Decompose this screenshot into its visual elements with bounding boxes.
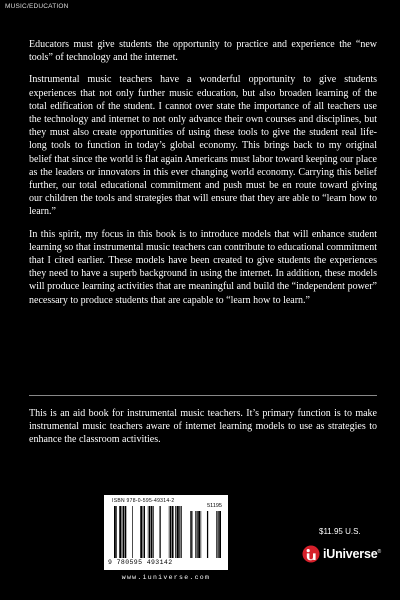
paragraph: Instrumental music teachers have a wonderful opportunity to give students experiences that not only further music education, but also broaden learning of the total edification of the student. I cannot over state the importance of all teachers use the technology and internet to not only advance their own courses and disciplines, but they must also create opportunities of using these tools to give the student real life-long tools to function in today’s global economy. This brings back to my original belief that since the world is flat again Americans must labor toward keeping our place as the leaders or innovators in this ever changing world economy. Carrying this belief further, our total educational commitment and push must be en route toward giving our children the tools and strategies that will ensure that they are able to “learn how to learn.” (29, 74, 377, 218)
section-divider (29, 395, 377, 396)
paragraph: Educators must give students the opportunity to practice and experience the “new tools” of technology and the internet. (29, 39, 377, 64)
isbn-barcode (104, 495, 228, 570)
iuniverse-logo-icon (302, 545, 320, 563)
back-cover-text (29, 38, 377, 316)
barcode-number: 9 780595 493142 (108, 559, 173, 566)
category-label: MUSIC/EDUCATION (5, 3, 69, 10)
book-summary: This is an aid book for instrumental music teachers. It’s primary function is to make instrumental music teachers aware of internet learning models to use as strategies to enhance the classroom activities. (29, 408, 377, 446)
publisher-website: www.iuniverse.com (121, 574, 211, 581)
isbn-label: ISBN 978-0-595-49314-2 (112, 498, 175, 504)
paragraph: In this spirit, my focus in this book is to introduce models that will enhance student learning so that instrumental music teachers can contribute to educational commitment that I cited earlier. These models have been created to give students the experiences they need to have a superb background in using the internet. In addition, these models will produce learning activities that are meaningful and build the “independent power” necessary to produce students that are capable to “learn how to learn.” (29, 228, 377, 306)
publisher-logo (302, 545, 381, 563)
price-label: $11.95 U.S. (319, 527, 361, 536)
supplement-code: 51195 (207, 503, 222, 509)
publisher-name: iUniverse® (323, 547, 381, 561)
